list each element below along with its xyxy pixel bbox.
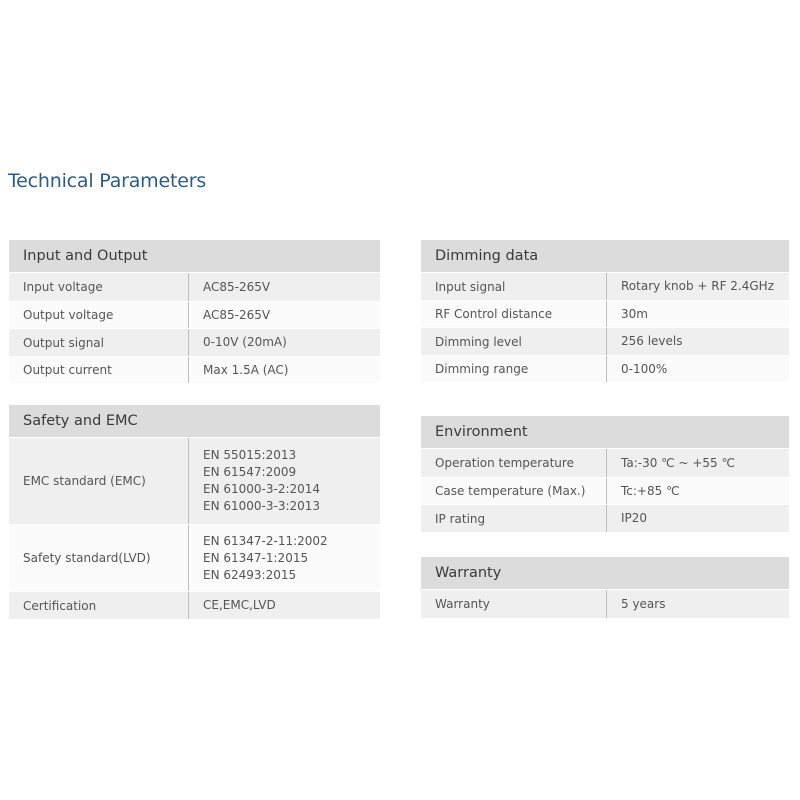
environment-table: [421, 416, 789, 532]
row-values: [189, 438, 320, 524]
table-row: [421, 504, 789, 532]
row-label: Output voltage: [9, 302, 189, 328]
row-value: 30m: [621, 306, 648, 321]
dimming-data-header: Dimming data: [421, 240, 789, 272]
standard-item: EN 61347-2-11:2002: [203, 533, 328, 548]
row-value: 0-100%: [621, 361, 668, 376]
row-value: 5 years: [621, 596, 666, 611]
input-output-header: Input and Output: [9, 240, 380, 272]
table-row: [9, 356, 380, 383]
table-row: [9, 328, 380, 356]
page-title: Technical Parameters: [8, 170, 207, 192]
row-value: 256 levels: [621, 334, 683, 348]
row-value: IP20: [621, 511, 648, 525]
row-value: AC85-265V: [203, 307, 271, 322]
warranty-table: [421, 557, 789, 618]
row-label: Case temperature (Max.): [421, 478, 607, 504]
row-value: Rotary knob + RF 2.4GHz: [621, 279, 775, 293]
row-label: Dimming level: [421, 328, 607, 355]
row-value: 0-10V (20mA): [203, 335, 287, 349]
row-label: EMC standard (EMC): [9, 438, 189, 524]
row-label: Warranty: [421, 590, 607, 618]
table-row: [9, 437, 380, 524]
row-value: AC85-265V: [203, 279, 271, 294]
row-label: Safety standard(LVD): [9, 525, 189, 591]
table-row: [421, 327, 789, 355]
table-row: [421, 589, 789, 618]
standard-item: EN 61000-3-2:2014: [203, 482, 321, 496]
table-row: [421, 355, 789, 382]
standard-item: CE,EMC,LVD: [203, 598, 276, 612]
table-row: [421, 477, 789, 504]
environment-header: Environment: [421, 416, 789, 448]
table-row: [9, 272, 380, 301]
row-label: Certification: [9, 592, 189, 619]
row-value: Tc:+85 ℃: [621, 483, 680, 498]
warranty-header: Warranty: [421, 557, 789, 589]
row-label: IP rating: [421, 505, 607, 532]
row-value: Ta:-30 ℃ ~ +55 ℃: [621, 455, 735, 470]
table-row: [421, 300, 789, 327]
row-values: [189, 592, 276, 619]
row-value: Max 1.5A (AC): [203, 362, 289, 377]
table-row: [421, 272, 789, 300]
standard-item: EN 61000-3-3:2013: [203, 499, 321, 513]
row-label: Output current: [9, 357, 189, 383]
table-row: [9, 524, 380, 591]
row-label: Output signal: [9, 329, 189, 356]
safety-emc-table: [9, 405, 380, 619]
row-label: RF Control distance: [421, 301, 607, 327]
dimming-data-table: [421, 240, 789, 382]
row-label: Operation temperature: [421, 449, 607, 477]
table-row: [9, 301, 380, 328]
standard-item: EN 61547:2009: [203, 465, 297, 479]
row-label: Dimming range: [421, 356, 607, 382]
standard-item: EN 61347-1:2015: [203, 550, 309, 565]
table-row: [9, 591, 380, 619]
input-output-table: [9, 240, 380, 383]
table-row: [421, 448, 789, 477]
standard-item: EN 62493:2015: [203, 567, 297, 582]
safety-emc-header: Safety and EMC: [9, 405, 380, 437]
row-label: Input signal: [421, 273, 607, 300]
row-values: [189, 525, 328, 591]
row-label: Input voltage: [9, 273, 189, 301]
standard-item: EN 55015:2013: [203, 448, 297, 462]
